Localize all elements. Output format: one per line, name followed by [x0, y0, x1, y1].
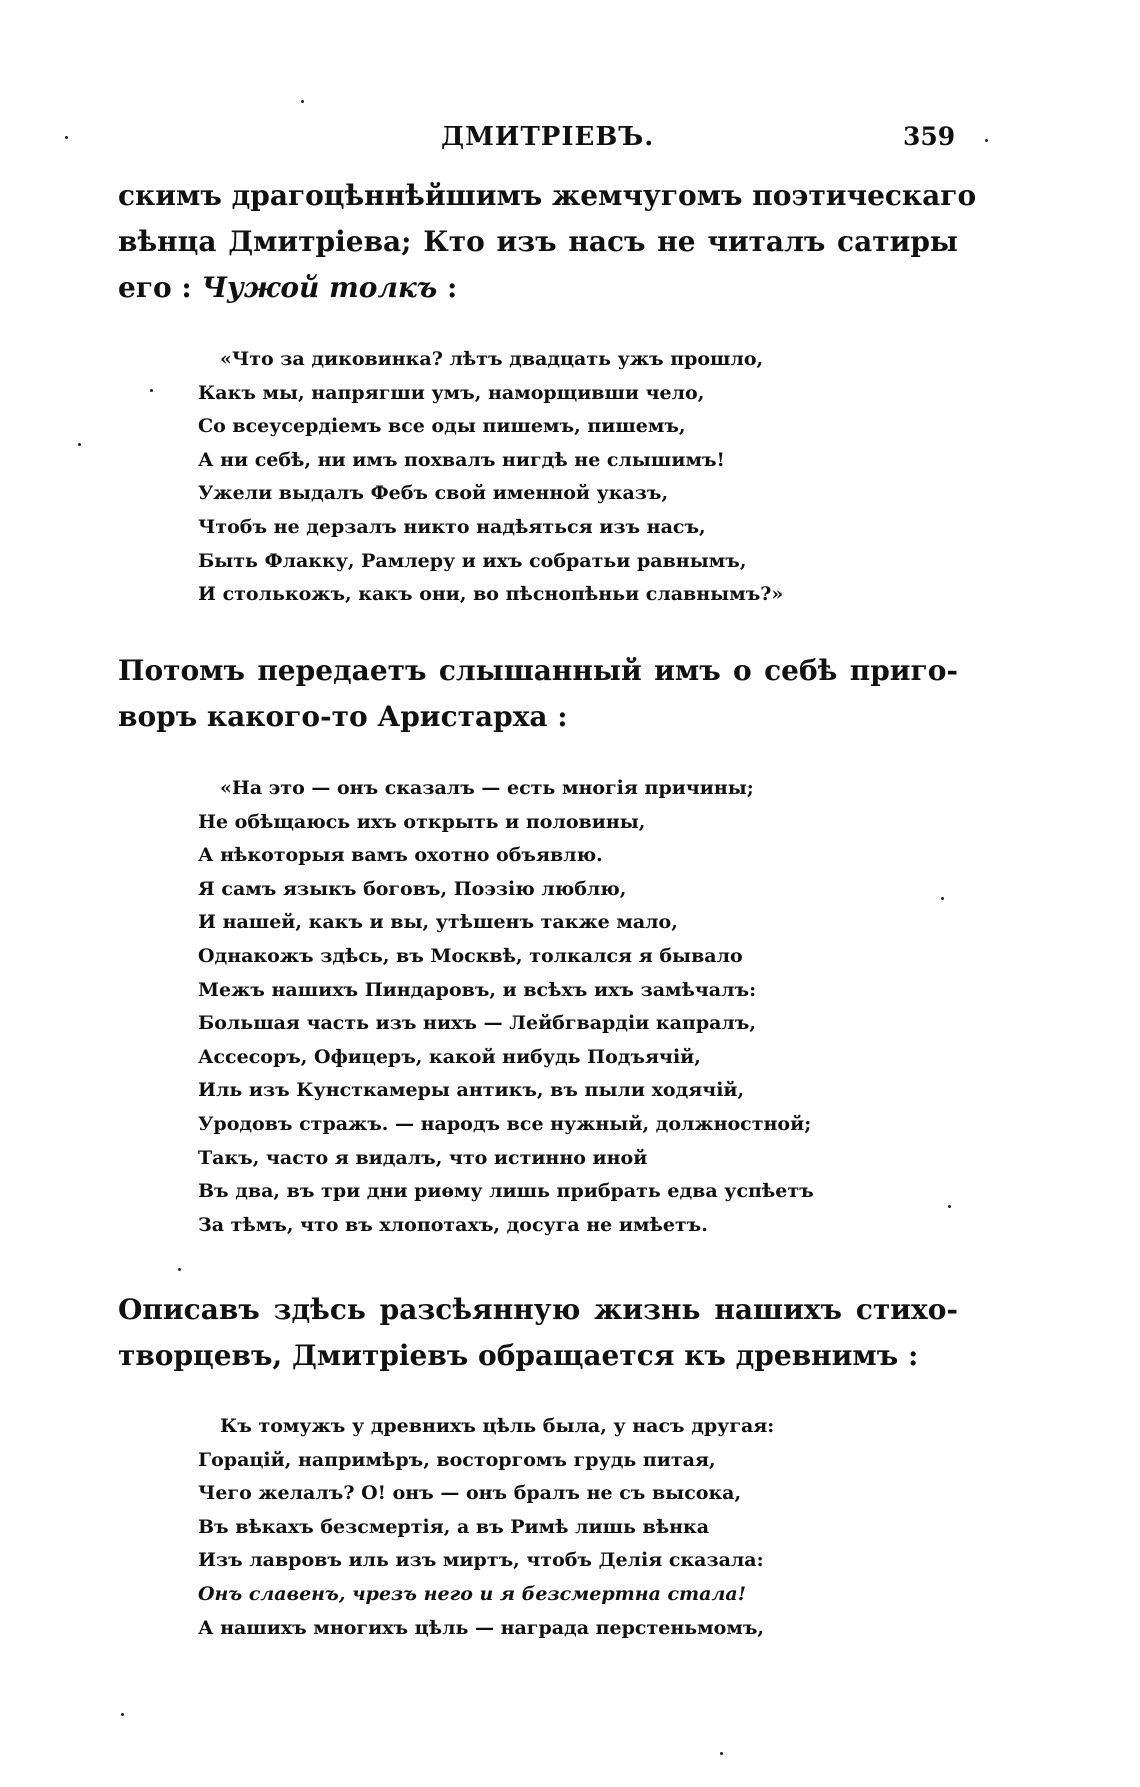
- running-title: ДМИТРІЕВЪ.: [441, 122, 655, 152]
- verse-line: Межъ нашихъ Пиндаровъ, и всѣхъ ихъ замѣчалъ:: [198, 978, 757, 1001]
- prose-line: вѣнца Дмитріева; Кто изъ насъ не читалъ сатиры: [118, 225, 958, 258]
- verse-line: И нашей, какъ и вы, утѣшенъ также мало,: [198, 911, 678, 934]
- prose-line: творцевъ, Дмитріевъ обращается къ древнимъ :: [118, 1339, 919, 1372]
- verse-line: А нѣкоторыя вамъ охотно объявлю.: [198, 844, 603, 867]
- verse-line: Въ два, въ три дни риѳму лишь прибрать едва успѣетъ: [198, 1180, 814, 1203]
- verse-line: «Что за диковинка? лѣтъ двадцать ужъ прошло,: [220, 348, 764, 370]
- verse-line: «На это — онъ сказалъ — есть многія причины;: [220, 777, 754, 799]
- verse-line: Иль изъ Кунсткамеры антикъ, въ пыли ходячій,: [198, 1079, 745, 1102]
- verse-line: Изъ лавровъ иль изъ миртъ, чтобъ Делія сказала:: [198, 1549, 764, 1572]
- verse-1: [198, 343, 918, 612]
- verse-line-italic: Онъ славенъ, чрезъ него и я безсмертна стала!: [198, 1582, 747, 1605]
- scan-speck: [178, 1268, 181, 1271]
- verse-line: Быть Флакку, Рамлеру и ихъ собратьи равнымъ,: [198, 549, 747, 572]
- scan-speck: [948, 1205, 951, 1208]
- prose-text: :: [437, 271, 458, 304]
- verse-line: Какъ мы, напрягши умъ, наморщивши чело,: [198, 381, 705, 404]
- paragraph-1: [118, 173, 977, 311]
- scan-speck: [941, 897, 944, 900]
- verse-2: [198, 772, 918, 1242]
- paragraph-2: [118, 648, 958, 740]
- scan-speck: [121, 1713, 124, 1716]
- scan-speck: [985, 139, 988, 142]
- verse-line: Уродовъ стражъ. — народъ все нужный, должностной;: [198, 1112, 812, 1135]
- verse-line: А нашихъ многихъ цѣль — награда перстеньмомъ,: [198, 1616, 765, 1639]
- verse-line: Большая часть изъ нихъ — Лейбгвардіи капралъ,: [198, 1012, 756, 1035]
- scan-speck: [150, 389, 153, 392]
- prose-line: [118, 265, 958, 311]
- verse-line: Со всеусердіемъ все оды пишемъ, пишемъ,: [198, 415, 686, 438]
- verse-3: [198, 1410, 918, 1645]
- scan-speck: [78, 443, 81, 446]
- verse-line: Не обѣщаюсь ихъ открыть и половины,: [198, 810, 646, 833]
- verse-line: И столькожъ, какъ они, во пѣснопѣньи славнымъ?»: [198, 583, 784, 606]
- verse-line: Чтобъ не дерзалъ никто надѣяться изъ насъ,: [198, 515, 706, 538]
- scan-speck: [65, 136, 68, 139]
- verse-line: Горацій, напримѣръ, восторгомъ грудь питая,: [198, 1448, 716, 1471]
- verse-line: За тѣмъ, что въ хлопотахъ, досуга не имѣетъ.: [198, 1213, 708, 1236]
- page-number: 359: [903, 122, 956, 151]
- prose-line: Потомъ передаетъ слышанный имъ о себѣ приго-: [118, 654, 958, 687]
- verse-line: Ассесоръ, Офицеръ, какой нибудь Подъячій,: [198, 1045, 701, 1068]
- verse-line: Я самъ языкъ боговъ, Поэзію люблю,: [198, 877, 627, 900]
- paragraph-3: [118, 1287, 958, 1379]
- prose-text: его :: [118, 271, 202, 304]
- scan-speck: [720, 1752, 723, 1755]
- satire-title: Чужой толкъ: [201, 271, 438, 304]
- prose-line: воръ какого-то Аристарха :: [118, 700, 568, 733]
- verse-line: Ужели выдалъ Фебъ свой именной указъ,: [198, 482, 669, 505]
- scan-speck: [301, 100, 304, 103]
- prose-line: скимъ драгоцѣннѣйшимъ жемчугомъ поэтическаго: [118, 179, 977, 212]
- verse-line: Однакожъ здѣсь, въ Москвѣ, толкался я бывало: [198, 944, 743, 967]
- running-head: [0, 122, 1140, 156]
- verse-line: Къ томужъ у древнихъ цѣль была, у насъ другая:: [220, 1415, 775, 1437]
- verse-line: А ни себѣ, ни имъ похвалъ нигдѣ не слышимъ!: [198, 448, 725, 471]
- prose-line: Описавъ здѣсь разсѣянную жизнь нашихъ стихо-: [118, 1293, 958, 1326]
- verse-line: Такъ, часто я видалъ, что истинно иной: [198, 1146, 648, 1169]
- verse-line: Чего желалъ? О! онъ — онъ бралъ не съ высока,: [198, 1482, 742, 1505]
- verse-line: Въ вѣкахъ безсмертія, а въ Римѣ лишь вѣнка: [198, 1515, 710, 1538]
